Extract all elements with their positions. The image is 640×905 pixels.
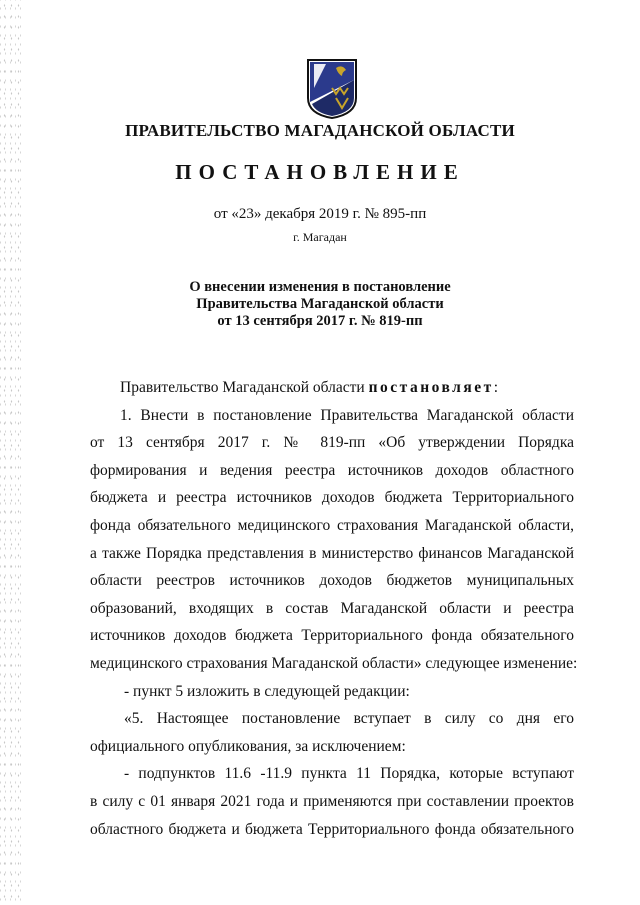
body-line: - пункт 5 изложить в следующей редакции:	[124, 682, 410, 700]
body-line: - подпунктов 11.6 -11.9 пункта 11 Порядка, которые вступают	[124, 765, 574, 783]
body-line: формирования и ведения реестра источников доходов областного	[90, 461, 574, 479]
body-line: образований, входящих в состав Магаданской области и реестра	[90, 599, 574, 617]
document-title	[0, 279, 640, 330]
document-city: г. Магадан	[293, 230, 347, 244]
coat-of-arms-icon	[306, 58, 358, 120]
body-line: 1. Внести в постановление Правительства Магаданской области	[120, 406, 574, 424]
title-line: Правительства Магаданской области	[196, 296, 444, 312]
body-line: в силу с 01 января 2021 года и применяются при составлении проектов	[90, 792, 574, 810]
document-type: ПОСТАНОВЛЕНИЕ	[175, 160, 465, 184]
body-line: бюджета и реестра источников доходов бюджета Территориального	[90, 489, 574, 507]
body-line: области реестров источников доходов бюджетов муниципальных	[90, 572, 574, 590]
document-body	[90, 374, 578, 843]
government-name: ПРАВИТЕЛЬСТВО МАГАДАНСКОЙ ОБЛАСТИ	[125, 121, 515, 140]
body-line: «5. Настоящее постановление вступает в силу со дня его	[124, 710, 574, 728]
body-line: областного бюджета и бюджета Территориального фонда обязательного	[90, 820, 574, 838]
title-line: от 13 сентября 2017 г. № 819-пп	[217, 313, 423, 329]
body-line: фонда обязательного медицинского страхования Магаданской области,	[90, 516, 574, 534]
document-date-number: от «23» декабря 2019 г. № 895-пп	[213, 206, 427, 222]
body-line: официального опубликования, за исключением:	[90, 737, 406, 755]
intro-verb: постановляет	[368, 379, 494, 396]
body-line: источников доходов бюджета Территориального фонда обязательного	[90, 627, 574, 645]
title-line: О внесении изменения в постановление	[189, 279, 451, 295]
body-intro	[90, 374, 574, 402]
intro-prefix: Правительство Магаданской области	[120, 379, 369, 396]
intro-suffix: :	[493, 379, 499, 396]
body-line: медицинского страхования Магаданской области» следующее изменение:	[90, 654, 578, 672]
body-line: от 13 сентября 2017 г. № 819-пп «Об утверждении Порядка	[90, 434, 574, 452]
body-line: а также Порядка представления в министерство финансов Магаданской	[90, 544, 574, 562]
